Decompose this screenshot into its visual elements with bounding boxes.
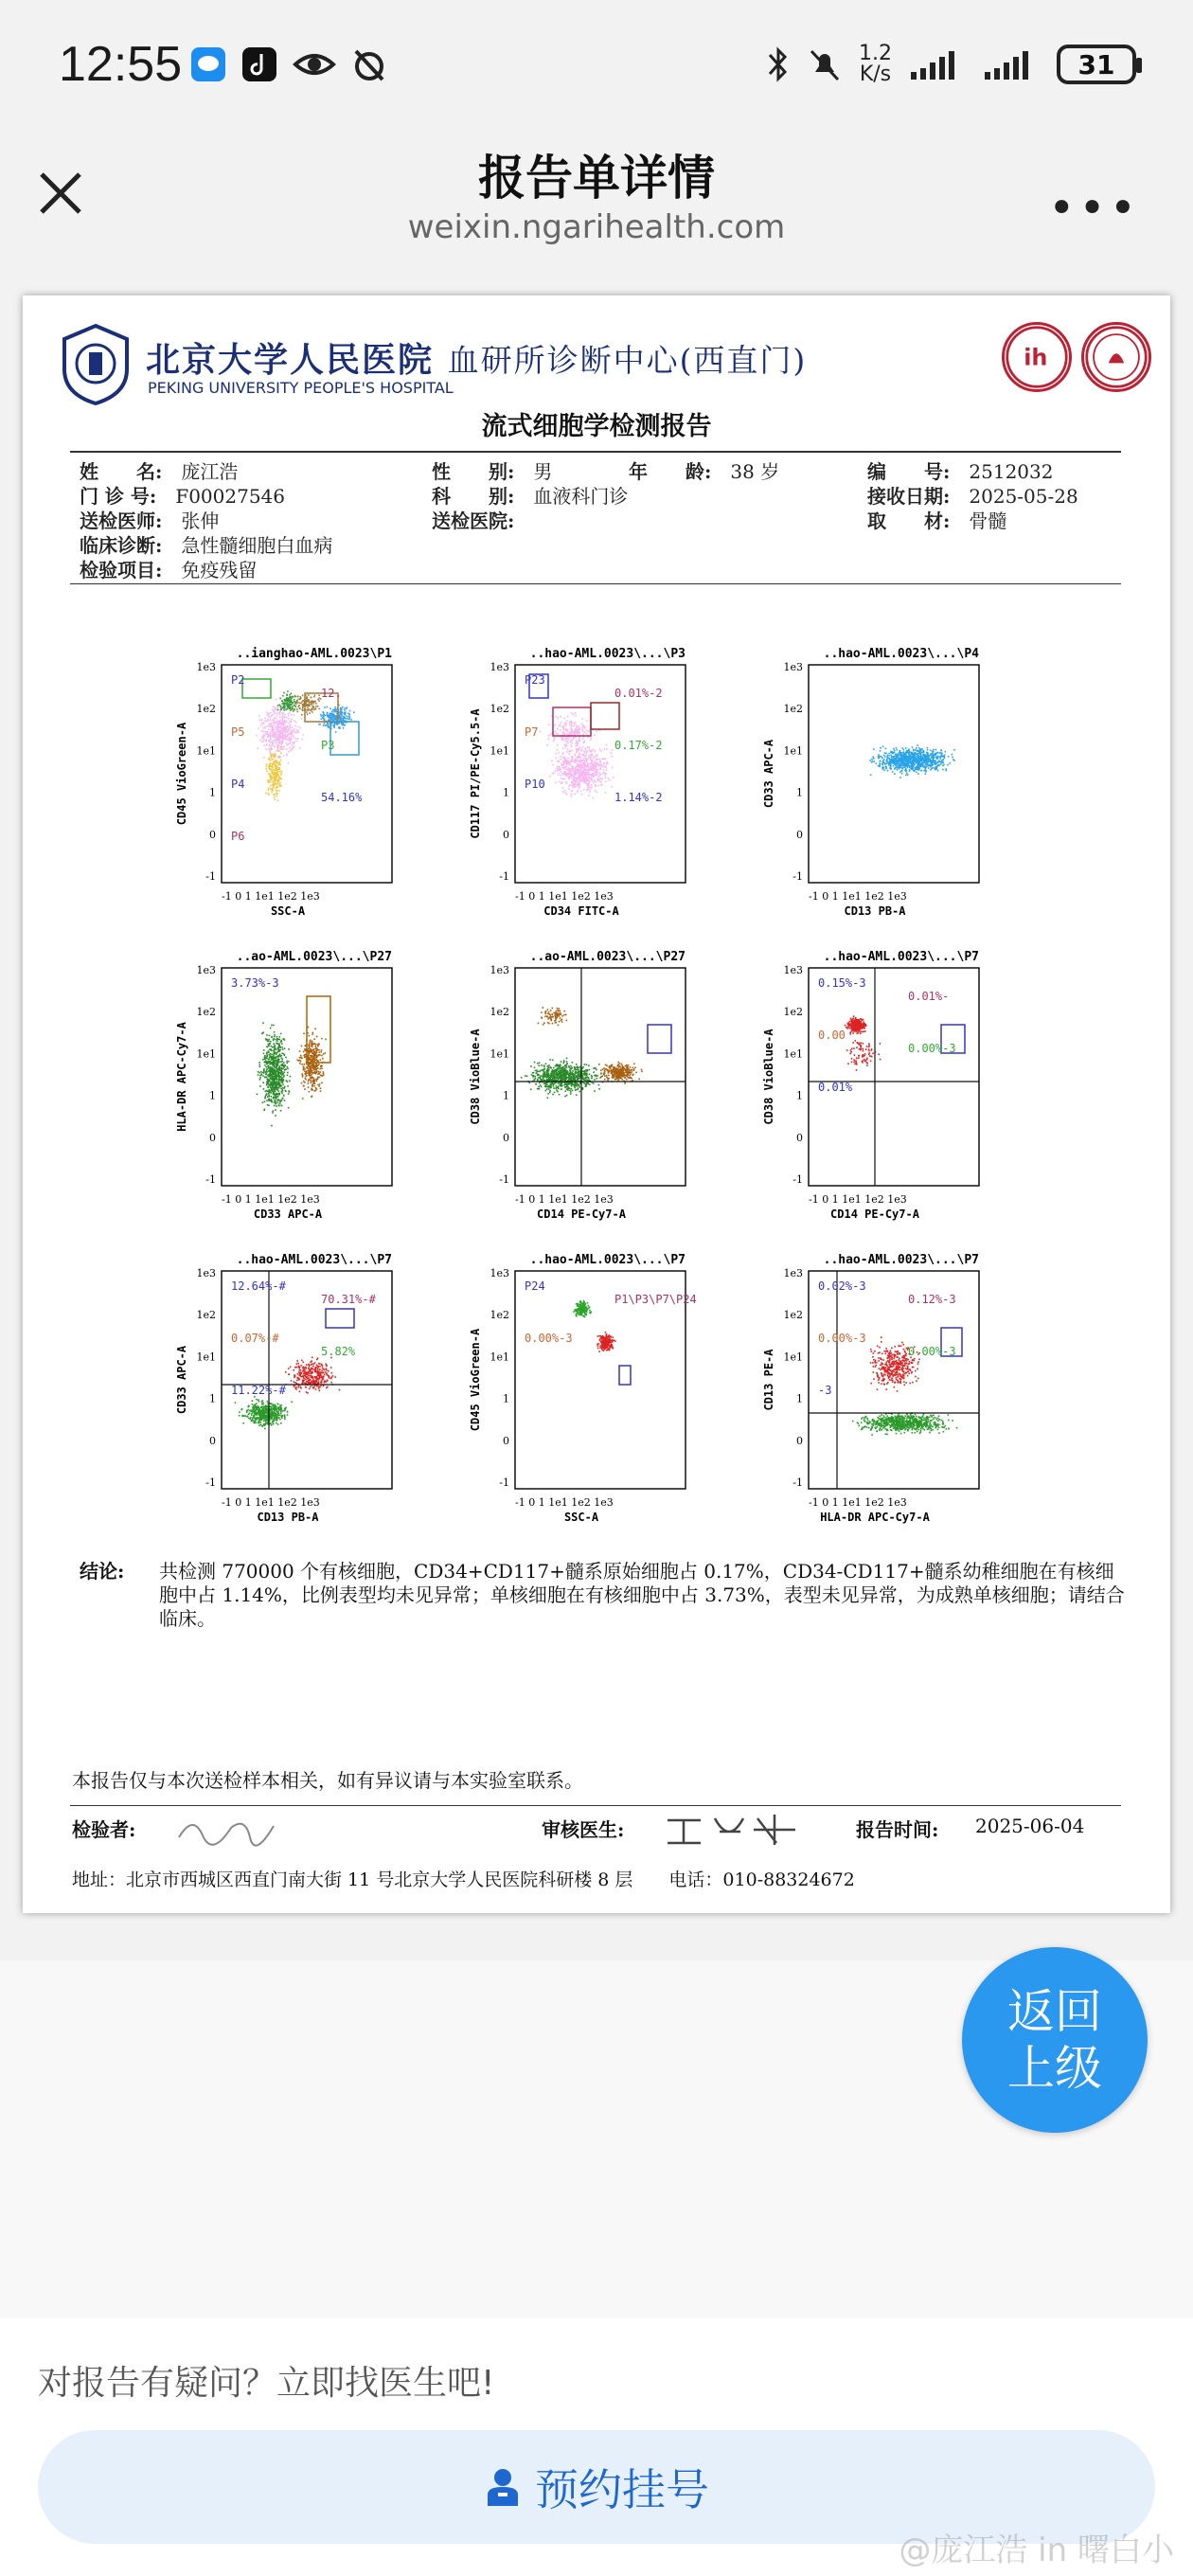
svg-text:0: 0 [503,828,509,841]
flow-plot-8 [458,1243,742,1546]
plot-xlabel: CD14 PE-Cy7-A [537,1208,626,1221]
plot-label: 70.31%-# [321,1293,376,1306]
net-speed: 1.2 [859,42,892,65]
department: 血液科门诊 [533,485,629,508]
patient-sex: 男 [533,460,553,483]
svg-text:-1 0 1 1e1 1e2 1e3: -1 0 1 1e1 1e2 1e3 [222,1193,320,1206]
message-app-icon [189,45,227,83]
hospital-logo-icon [61,322,131,405]
svg-text:ih: ih [1024,344,1048,371]
plot-label: 3.73%-3 [231,976,279,990]
plot-xlabel: CD13 PB-A [844,904,906,918]
clinical-diagnosis: 急性髓细胞白血病 [181,534,333,557]
plot-title: ..hao-AML.0023\...\P7 [236,1253,392,1267]
disclaimer: 本报告仅与本次送检样本相关，如有异议请与本实验室联系。 [72,1769,583,1792]
nav-bar [0,133,1193,270]
plot-title: ..hao-AML.0023\...\P7 [823,950,979,964]
conclusion-text: 共检测 770000 个有核细胞，CD34+CD117+髓系原始细胞占 0.17%，CD34-CD117+髓系幼稚细胞在有核细胞中占 1.14%，比例表型均未见异常；单核细胞在有核细胞中占 3.73%，表型未见异常，为成熟单核细胞；请结合临床。 [159,1560,1125,1630]
test-item: 免疫残留 [181,559,258,581]
plot-title: ..ao-AML.0023\...\P27 [236,950,392,964]
plot-label: P23 [525,673,545,687]
plot-ylabel: CD33 APC-A [762,739,775,809]
plot-ylabel: HLA-DR APC-Cy7-A [175,1022,188,1132]
svg-text:1e2: 1e2 [196,703,216,716]
address: 地址：北京市西城区西直门南大街 11 号北京大学人民医院科研楼 8 层 电话：010-88324672 [72,1869,855,1890]
hematology-seal-icon [1002,322,1072,392]
plot-xlabel: SSC-A [270,904,306,918]
plot-label: 11.22%-# [231,1384,286,1397]
checker-signature-icon [174,1809,278,1847]
svg-text:1: 1 [796,786,803,799]
book-appointment-button[interactable]: 预约挂号 [38,2430,1155,2544]
watermark: @庞江浩 in 曙白小 [899,2531,1174,2569]
question-prompt: 对报告有疑问？立即找医生吧! [38,2364,495,2403]
hospital-name: 北京大学人民医院 血研所诊断中心(西直门) [146,340,808,380]
tiktok-icon [240,45,278,83]
svg-text:1e1: 1e1 [196,744,216,758]
institute-seal-icon [1081,322,1151,392]
plot-ylabel: CD117 PI/PE-Cy5.5-A [469,708,482,839]
svg-text:1e2: 1e2 [783,703,803,716]
svg-text:-1 0 1 1e1 1e2 1e3: -1 0 1 1e1 1e2 1e3 [222,890,320,903]
doctor-name: 张伸 [181,510,220,532]
report-time: 2025-06-04 [975,1815,1085,1837]
plot-label: 0.00 [818,1029,846,1042]
plot-label: 12.64%-# [231,1279,286,1293]
plot-label: P10 [525,778,545,791]
back-to-parent-button[interactable]: 返回 上级 [962,1947,1148,2133]
bluetooth-icon [766,45,791,83]
plot-label: -3 [818,1384,832,1397]
flow-plot-7 [165,1243,449,1546]
svg-text:1e1: 1e1 [196,1047,216,1061]
plot-ylabel: CD45 VioGreen-A [469,1328,482,1432]
plot-ylabel: CD13 PE-A [762,1349,775,1411]
svg-text:1e3: 1e3 [196,661,216,673]
flow-plot-2 [458,636,742,939]
svg-text:1e3: 1e3 [783,661,803,673]
report-document: 北京大学人民医院 血研所诊断中心(西直门) PEKING UNIVERSITY PEOPLE'S HOSPITAL ih 流式细胞学检测报告 姓 名: 庞江浩 门 诊 号: F00027546 送检医师: 张伸 临床诊断: 急性髓细胞白血病 检验项目: 免疫残留 性 别: 男 年 龄: 38 岁 科 别: 血液科门诊 送检医院: 编 号: 2512032 接收日期: 2025-05-28 取 材: 骨髓 1e3 1e2 1e1 1 0 -1 -1 0 1 1e1 1e2 1e3 ..ianghao-AML.0023\P1 SSC-A CD45 VioGreen-A P2 12. P5 P3 P4 54.16% P6 1e3 1e2 1e1 1 0 -1 -1 0 1 1e1 1e2 1e3 ..hao-AML.0023\...\P3 CD34 FITC-A CD117 PI/PE-Cy5.5-A P23 0.01%-2 P7 0.17%-2 P10 1.14%-2 1e3 1e2 1e1 1 0 -1 -1 0 1 1e1 1e2 1e3 ..hao-AML.0023\...\P4 CD13 PB-A CD33 APC-A 1e3 1e2 1e1 1 0 -1 -1 0 1 1e1 1e2 1e3 ..ao-AML.0023\...\P27 CD33 APC-A HLA-DR APC-Cy7-A 3.73%-3 1e3 1e2 1e1 1 0 -1 -1 0 1 1e1 1e2 1e3 ..ao-AML.0023\...\P27 CD14 PE-Cy7-A CD38 VioBlue-A 1e3 1e2 1e1 1 0 -1 -1 0 1 1e1 1e2 1e3 ..hao-AML.0023\...\P7 CD14 PE-Cy7-A CD38 VioBlue-A 0.15%-3 0.01%- 0.00 0.00%-3 0.01% 1e3 1e2 1e1 1 0 -1 -1 0 1 1e1 1e2 1e3 ..hao-AML.0023\...\P7 CD13 PB-A CD33 APC-A 12.64%-# 70.31%-# 0.07%-# 5.82% 11.22%-# 1e3 1e2 1e1 1 0 -1 -1 0 1 1e1 1e2 1e3 ..hao-AML.0023\...\P7 SSC-A CD45 VioGreen-A P24 P1\P3\P7\P24 0.00%-3 1e3 1e2 1e1 1 0 -1 -1 0 1 1e1 1e2 1e3 ..hao-AML.0023\...\P7 HLA-DR APC-Cy7-A CD13 PE-A 0.02%-3 0.12%-3 0.00%-3 0.00%-3 -3 结论: 共检测 770000 个有核细胞，CD34+CD117+髓系原始细胞占 0.17%，CD34-CD117+髓系幼稚细胞在有核细胞中占 1.14%，比例表型均未见异常；单核细胞在有核细胞中占 3.73%，表型未见异常，为成熟单核细胞；请结合临床。 本报告仅与本次送检样本相关，如有异议请与本实验室联系。 检验者: 审核医生: 报告时间: 2025-06-04 地址：北京市西城区西直门南大街 11 号北京大学人民医院科研楼 8 层 电话：010-88324672 [23,295,1170,1913]
svg-text:1e3: 1e3 [196,964,216,976]
svg-text:1e1: 1e1 [490,744,509,758]
signal-icon-2 [983,47,1040,81]
plot-label: 0.01% [818,1081,853,1094]
plot-label: 0.07%-# [231,1332,279,1345]
center-name: 血研所诊断中心(西直门) [447,342,808,379]
conclusion-label: 结论: [80,1560,125,1583]
eye-icon [292,45,337,83]
plot-ylabel: CD33 APC-A [175,1345,188,1415]
plot-label: P2 [231,673,245,687]
page-title: 报告单详情 [478,151,715,206]
sample-type: 骨髓 [969,510,1007,532]
plot-title: ..ao-AML.0023\...\P27 [529,950,686,964]
clinic-number: F00027546 [175,485,285,508]
plot-xlabel: CD34 FITC-A [543,904,619,918]
flow-plot-1 [165,636,449,939]
plot-label: 0.02%-3 [818,1279,866,1293]
plot-xlabel: CD13 PB-A [257,1511,319,1524]
plot-label: 0.15%-3 [818,976,866,990]
status-bar [0,0,1193,133]
plot-title: ..hao-AML.0023\...\P7 [529,1253,686,1267]
svg-text:-1: -1 [792,870,803,884]
plot-label: 0.12%-3 [908,1293,956,1306]
hospital-name-en: PEKING UNIVERSITY PEOPLE'S HOSPITAL [148,379,454,397]
plot-ylabel: CD38 VioBlue-A [762,1029,775,1125]
plot-label: P1\P3\P7\P24 [614,1293,697,1306]
checker-label: 检验者: [72,1818,136,1841]
plot-label: 0.17%-2 [614,739,663,752]
svg-text:-1: -1 [205,1173,216,1187]
signal-icon-1 [909,47,966,81]
plot-title: ..hao-AML.0023\...\P4 [823,647,979,661]
plot-label: 0.01%-2 [614,687,663,700]
flow-plot-4 [165,939,449,1243]
svg-text:1e2: 1e2 [490,703,509,716]
svg-text:-1: -1 [205,870,216,884]
svg-text:-1 0 1 1e1 1e2 1e3: -1 0 1 1e1 1e2 1e3 [809,890,907,903]
conclusion [80,1560,1131,1631]
plot-title: ..hao-AML.0023\...\P7 [823,1253,979,1267]
plot-xlabel: SSC-A [563,1511,599,1524]
plot-label: P3 [321,739,335,752]
report-title: 流式细胞学检测报告 [481,412,712,441]
plot-label: P7 [525,725,539,739]
svg-text:1e3: 1e3 [490,661,509,673]
svg-text:0: 0 [796,828,803,841]
plot-title: ..ianghao-AML.0023\P1 [236,647,392,661]
plot-label: 0.01%- [908,990,950,1003]
status-time: 12:55 [59,37,183,92]
plot-ylabel: CD38 VioBlue-A [469,1029,482,1125]
svg-text:1e1: 1e1 [783,744,803,758]
patient-name: 庞江浩 [181,460,239,483]
plot-xlabel: CD14 PE-Cy7-A [830,1208,919,1221]
plot-ylabel: CD45 VioGreen-A [175,722,188,826]
page-domain: weixin.ngarihealth.com [407,208,786,246]
flow-plot-9 [752,1243,1036,1546]
flow-plot-5 [458,939,742,1243]
svg-text:-1 0 1 1e1 1e2 1e3: -1 0 1 1e1 1e2 1e3 [515,890,614,903]
flow-cytometry-plots [165,636,1017,1536]
plot-label: P6 [231,830,245,843]
plot-xlabel: CD33 APC-A [253,1208,323,1221]
patient-age: 38 岁 [730,460,780,483]
svg-text:-1: -1 [499,870,509,884]
svg-text:1: 1 [503,786,509,799]
plot-label: 0.00%-3 [818,1332,866,1345]
svg-text:1: 1 [209,786,216,799]
alarm-off-icon [350,45,388,83]
plot-label: 54.16% [321,791,363,804]
plot-label: P24 [525,1279,545,1293]
report-number: 2512032 [969,460,1054,483]
more-menu-icon[interactable]: ••• [1048,182,1140,235]
plot-label: P4 [231,778,245,791]
svg-text:1e2: 1e2 [196,1006,216,1019]
plot-label: 0.00%-3 [908,1042,956,1055]
plot-xlabel: HLA-DR APC-Cy7-A [820,1511,930,1524]
plot-label: 5.82% [321,1345,356,1358]
plot-label: P5 [231,725,245,739]
plot-title: ..hao-AML.0023\...\P3 [529,647,686,661]
plot-label: 0.00%-3 [908,1345,956,1358]
net-unit: K/s [859,63,892,86]
plot-label: 1.14%-2 [614,791,663,804]
reviewer-label: 审核医生: [542,1818,625,1841]
battery-indicator: 31 [1057,45,1136,84]
svg-text:0: 0 [209,828,216,841]
flow-plot-6 [752,939,1036,1243]
svg-text:1: 1 [209,1089,216,1102]
report-time-label: 报告时间: [856,1818,939,1841]
receive-date: 2025-05-28 [969,485,1078,508]
mute-icon [808,45,842,83]
reviewer-signature-icon [663,1809,805,1847]
plot-label: 0.00%-3 [525,1332,573,1345]
plot-label: 12. [321,687,342,700]
doctor-icon [484,2466,522,2508]
svg-text:0: 0 [209,1131,216,1144]
flow-plot-3 [752,636,1036,939]
